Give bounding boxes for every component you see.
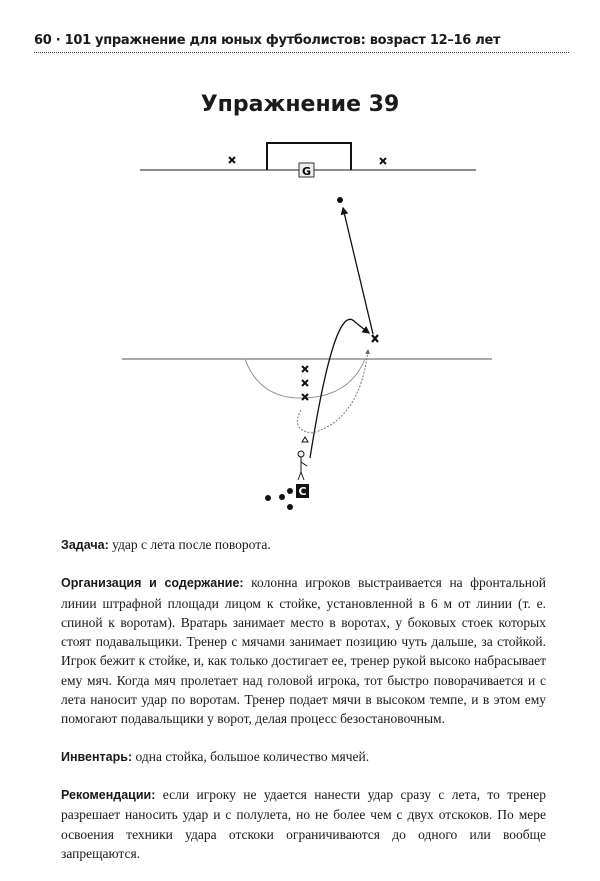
section-text: удар с лета после поворота. (108, 537, 271, 552)
section-text: колонна игроков выстраивается на фронтальной линии штрафной площади лицом к стойке, установленной в 6 м от линии (т. е. спиной к воротам). Вратарь занимает место в воротах, у боковых стоек которых стоят подавальщики. Тренер с мячами занимает позицию чуть дальше, за стойкой. Игрок бежит к стойке, и, как только достигает ее, тренер рукой высоко набрасывает ему мяч. Когда мяч пролетает над головой игрока, тот быстро поворачивается и с лета наносит удар по воротам. Тренер подает мячи в высоком темпе, и в этом ему помогают подавальщики у ворот, делая процесс безостановочным. (61, 575, 546, 727)
player-column-marker (302, 394, 308, 400)
goalkeeper-label: G (301, 165, 312, 178)
player-shooting-marker (372, 335, 378, 342)
player-run-path (297, 350, 368, 433)
shot-arrow (343, 208, 373, 334)
penalty-arc (245, 359, 365, 398)
player-column-marker (302, 380, 308, 386)
section-label: Инвентарь: (61, 749, 133, 764)
running-header: 60 · 101 упражнение для юных футболистов: возраст 12–16 лет (34, 33, 569, 53)
coach-figure (298, 451, 307, 480)
section-equipment (61, 747, 546, 767)
exercise-title: Упражнение 39 (200, 92, 400, 117)
section-text: одна стойка, большое количество мячей. (132, 748, 370, 764)
feeder-left-marker (229, 157, 235, 163)
section-label: Задача: (61, 538, 109, 552)
section-recommendations (61, 785, 546, 863)
coach-label: C (298, 485, 307, 498)
section-task (61, 535, 546, 555)
section-text: если игроку не удается нанести удар сразу с лета, то тренер разрешает наносить удар и с полулета, но не более чем с двух отскоков. По мере освоения техники удара отскоки ограничиваются до одного или вообще запрещаются. (61, 786, 546, 861)
section-label: Рекомендации: (61, 787, 156, 802)
cone-icon (302, 437, 308, 442)
feeder-right-marker (380, 158, 386, 164)
exercise-description (61, 535, 546, 881)
section-organization (61, 573, 546, 728)
section-label: Организация и содержание: (61, 576, 244, 591)
balls-pile (265, 488, 293, 510)
ball-target (337, 197, 343, 203)
player-column-marker (302, 366, 308, 372)
